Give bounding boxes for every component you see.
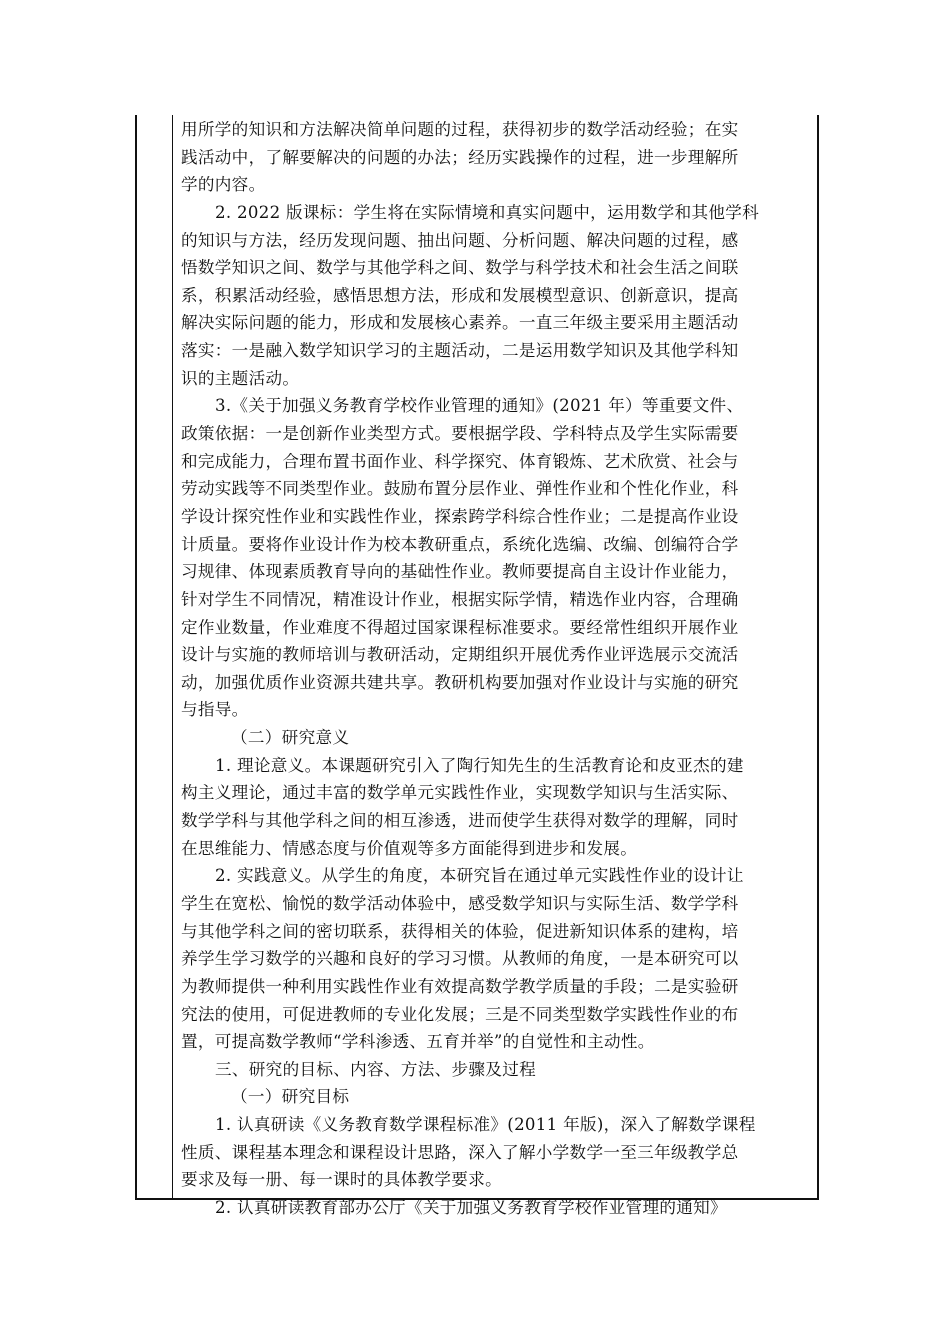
text-line: 学的内容。 — [181, 175, 266, 195]
text-line: 构主义理论，通过丰富的数学单元实践性作业，实现数学知识与生活实际、 — [181, 783, 739, 803]
document-table — [135, 115, 819, 1217]
text-line: 悟数学知识之间、数学与其他学科之间、数学与科学技术和社会生活之间联 — [181, 258, 739, 278]
text-line: 识的主题活动。 — [181, 368, 300, 388]
text-line: 1. 理论意义。本课题研究引入了陶行知先生的生活教育论和皮亚杰的建 — [215, 755, 744, 775]
text-line: 2. 2022 版课标：学生将在实际情境和真实问题中，运用数学和其他学科 — [215, 202, 760, 222]
table-content-cell — [181, 116, 813, 1222]
text-line: 针对学生不同情况，精准设计作业，根据实际学情，精选作业内容，合理确 — [181, 589, 739, 609]
text-line: 三、研究的目标、内容、方法、步骤及过程 — [215, 1059, 536, 1079]
text-line: 要求及每一册、每一课时的具体教学要求。 — [181, 1170, 502, 1190]
text-line: 置，可提高数学教师“学科渗透、五育并举”的自觉性和主动性。 — [181, 1032, 655, 1052]
text-line: 用所学的知识和方法解决简单问题的过程，获得初步的数学活动经验；在实 — [181, 120, 739, 139]
text-line: 的知识与方法，经历发现问题、抽出问题、分析问题、解决问题的过程，感 — [181, 230, 739, 250]
text-line: 2. 实践意义。从学生的角度，本研究旨在通过单元实践性作业的设计让 — [215, 866, 744, 886]
text-line: 设计与实施的教师培训与教研活动，定期组织开展优秀作业评选展示交流活 — [181, 645, 739, 665]
text-line: 养学生学习数学的兴趣和良好的学习习惯。从教师的角度，一是本研究可以 — [181, 949, 739, 969]
text-line: 落实：一是融入数学知识学习的主题活动，二是运用数学知识及其他学科知 — [181, 341, 739, 361]
text-line: 系，积累活动经验，感悟思想方法，形成和发展模型意识、创新意识，提高 — [181, 285, 739, 305]
text-line: （二）研究意义 — [231, 728, 350, 748]
text-line: 学设计探究性作业和实践性作业，探索跨学科综合性作业；二是提高作业设 — [181, 506, 739, 526]
table-left-column — [137, 115, 173, 1198]
text-line: 劳动实践等不同类型作业。鼓励布置分层作业、弹性作业和个性化作业，科 — [181, 479, 739, 499]
text-line: 与其他学科之间的密切联系，获得相关的体验，促进新知识体系的建构，培 — [181, 921, 739, 941]
text-line: 为教师提供一种利用实践性作业有效提高数学教学质量的手段；二是实验研 — [181, 976, 739, 996]
text-line: （一）研究目标 — [231, 1087, 350, 1107]
text-line: 计质量。要将作业设计作为校本教研重点，系统化选编、改编、创编符合学 — [181, 534, 739, 554]
text-line: 与指导。 — [181, 700, 249, 720]
text-line: 在思维能力、情感态度与价值观等多方面能得到进步和发展。 — [181, 838, 638, 858]
text-line: 解决实际问题的能力，形成和发展核心素养。一直三年级主要采用主题活动 — [181, 313, 739, 333]
text-line: 践活动中，了解要解决的问题的办法；经历实践操作的过程，进一步理解所 — [181, 147, 739, 167]
text-line: 动，加强优质作业资源共建共享。教研机构要加强对作业设计与实施的研究 — [181, 672, 739, 692]
text-line: 性质、课程基本理念和课程设计思路，深入了解小学数学一至三年级教学总 — [181, 1142, 739, 1162]
text-line: 3.《关于加强义务教育学校作业管理的通知》(2021 年）等重要文件、 — [215, 396, 744, 416]
text-line: 究法的使用，可促进教师的专业化发展；三是不同类型数学实践性作业的布 — [181, 1004, 739, 1024]
text-line: 1. 认真研读《义务教育数学课程标准》(2011 年版)，深入了解数学课程 — [215, 1115, 756, 1135]
text-line: 政策依据：一是创新作业类型方式。要根据学段、学科特点及学生实际需要 — [181, 424, 739, 444]
text-line: 和完成能力，合理布置书面作业、科学探究、体育锻炼、艺术欣赏、社会与 — [181, 451, 739, 471]
text-line: 学生在宽松、愉悦的数学活动体验中，感受数学知识与实际生活、数学学科 — [181, 893, 739, 913]
text-line: 2. 认真研读教育部办公厅《关于加强义务教育学校作业管理的通知》 — [215, 1197, 727, 1217]
text-line: 数学学科与其他学科之间的相互渗透，进而使学生获得对数学的理解，同时 — [181, 811, 739, 831]
text-line: 习规律、体现素质教育导向的基础性作业。教师要提高自主设计作业能力， — [181, 562, 739, 582]
text-line: 定作业数量，作业难度不得超过国家课程标准要求。要经常性组织开展作业 — [181, 617, 739, 637]
